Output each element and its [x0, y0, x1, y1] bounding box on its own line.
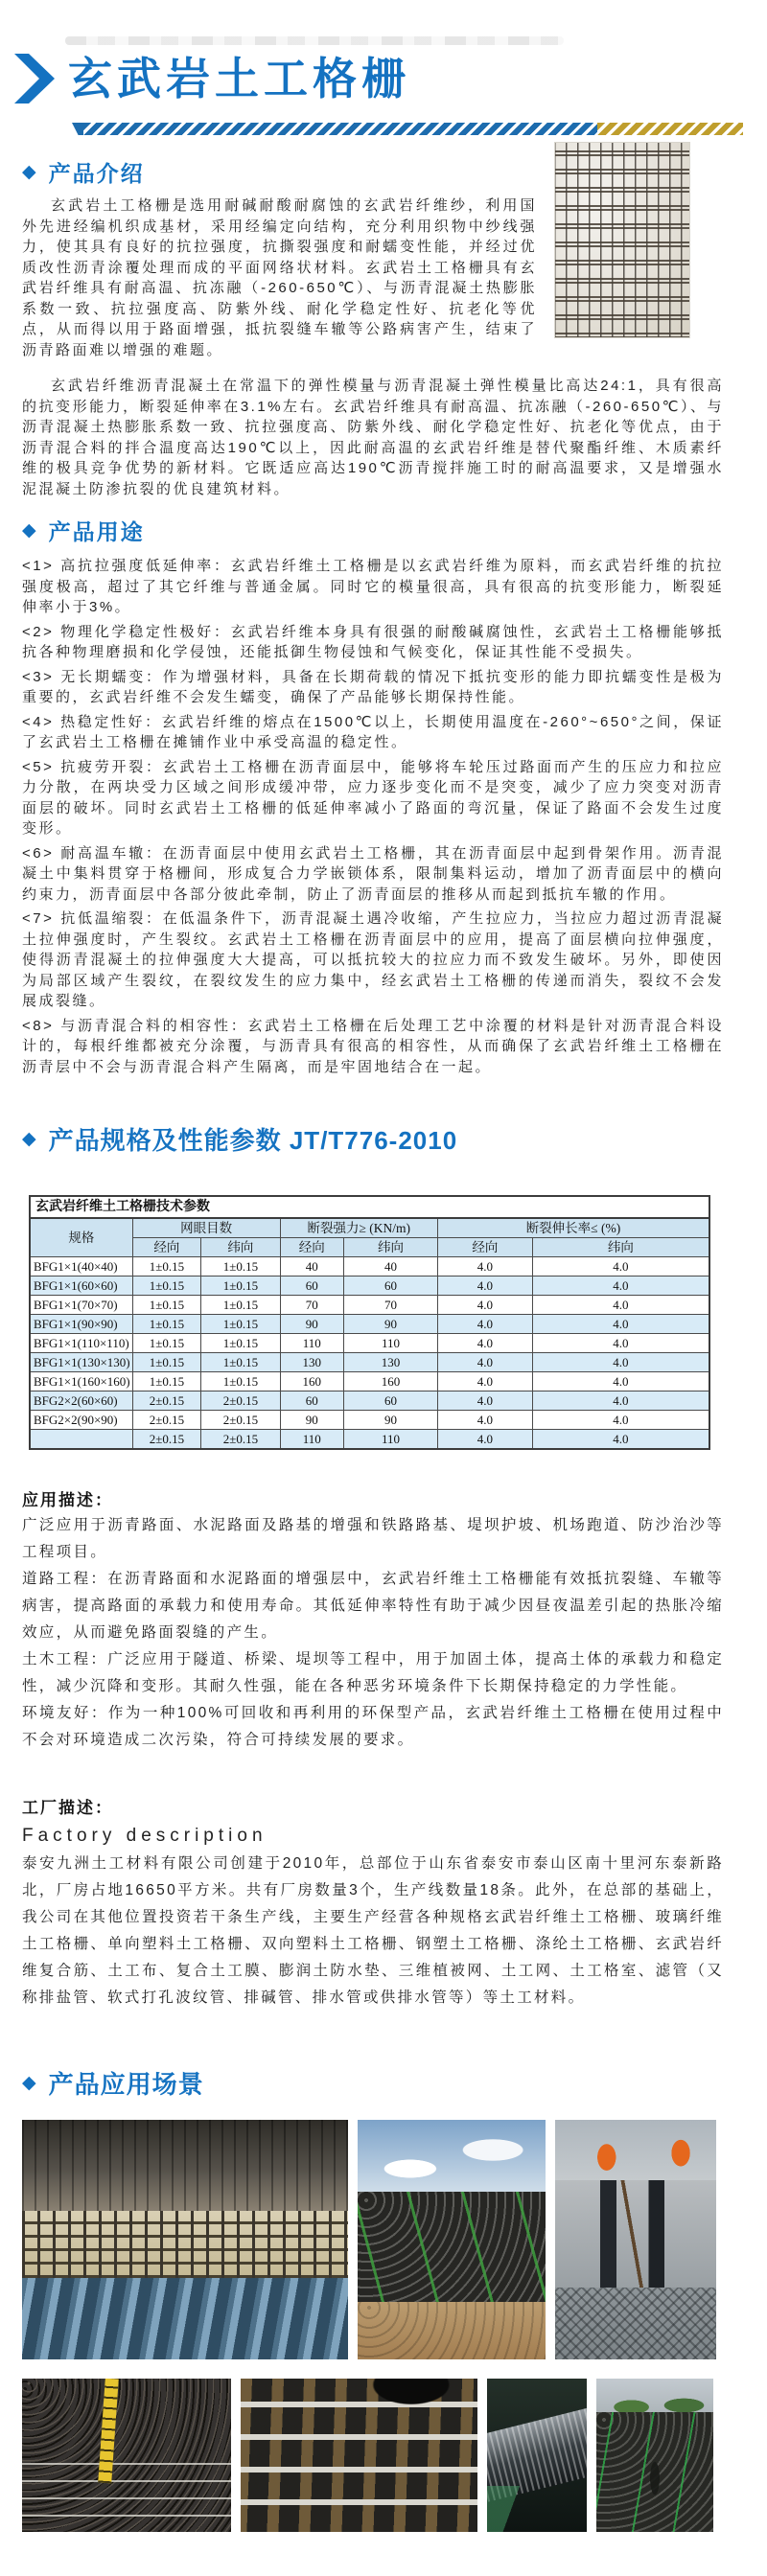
use-item-1: <1> 高抗拉强度低延伸率：玄武岩纤维土工格栅是以玄武岩纤维为原料，而玄武岩纤维的抗拉强度极高，超过了其它纤维与普通金属。同时它的模量很高，具有很高的抗变形能力，断裂延伸率小于3%。 — [22, 558, 724, 615]
diamond-bullet-icon: ◆ — [22, 520, 36, 540]
spec-value-cell: 60 — [280, 1276, 343, 1296]
use-item-7: <7> 抗低温缩裂：在低温条件下，沥青混凝土遇冷收缩，产生拉应力，当拉应力超过沥青混凝土拉伸强度时，产生裂纹。玄武岩土工格栅在沥青面层中的应用，提高了面层横向拉伸强度，使得沥青混凝土的拉伸强度大大提高，可以抵抗较大的拉应力而不致发生破坏。另外，即使因为局部区域产生裂纹，在裂纹发生的应力集中，经玄武岩土工格栅的传递而消失，裂纹不会发展成裂缝。 — [22, 910, 724, 1009]
spec-value-cell: 4.0 — [532, 1372, 709, 1392]
spec-value-cell: 60 — [343, 1276, 437, 1296]
spec-value-cell: 160 — [280, 1372, 343, 1392]
spec-value-cell: 1±0.15 — [201, 1372, 280, 1392]
photo-art-layer — [487, 2486, 587, 2532]
photo-art-layer — [555, 2120, 716, 2180]
spec-name-cell: BFG2×2(90×90) — [30, 1411, 132, 1430]
spec-value-cell: 130 — [280, 1353, 343, 1372]
diamond-bullet-icon: ◆ — [22, 2073, 36, 2093]
intro-paragraph-2: 玄武岩纤维沥青混凝土在常温下的弹性模量与沥青混凝土弹性模量比高达24:1，具有很高的抗变形能力，断裂延伸率在3.1%左右。玄武岩纤维具有耐高温、抗冻融（-260-650℃）、与沥青混凝土热膨胀系数一致、抗拉强度高、防紫外线、耐化学稳定性好、抗老化等优点，由于沥青混合料的拌合温度高达190℃以上，因此耐高温的玄武岩纤维是替代聚酯纤维、木质素纤维的极具竞争优势的新材料。它既适应高达190℃沥青搅拌施工时的耐高温要求，又是增强水泥混凝土防渗抗裂的优良建筑材料。 — [22, 378, 724, 497]
spec-value-cell: 90 — [280, 1411, 343, 1430]
spec-value-cell: 90 — [343, 1315, 437, 1334]
spec-value-cell: 4.0 — [437, 1392, 532, 1411]
photo-workers-paving-geogrid — [555, 2120, 716, 2359]
spec-value-cell: 4.0 — [437, 1315, 532, 1334]
spec-value-cell: 1±0.15 — [132, 1257, 201, 1276]
section-factory — [0, 1794, 767, 2012]
spec-value-cell: 60 — [280, 1392, 343, 1411]
spec-table — [29, 1195, 710, 1450]
factory-label: 工厂描述： — [22, 1799, 113, 1817]
spec-name-cell: BFG1×1(110×110) — [30, 1334, 132, 1353]
spec-table-row-4 — [30, 1315, 709, 1334]
photo-packed-geogrid-bales-yard — [358, 2120, 546, 2359]
spec-value-cell: 1±0.15 — [132, 1334, 201, 1353]
diamond-bullet-icon: ◆ — [22, 1129, 36, 1149]
photo-art-layer — [555, 2180, 716, 2288]
spec-value-cell: 4.0 — [437, 1372, 532, 1392]
sub-header-4: 纬向 — [343, 1238, 437, 1257]
application-paragraph-2: 道路工程：在沥青路面和水泥路面的增强层中，玄武岩纤维土工格栅能有效抵抗裂缝、车辙等病害，提高路面的承载力和使用寿命。其低延伸率特性有助于减少因昼夜温差引起的热胀冷缩效应，从而避免路面裂缝的产生。 — [22, 1571, 724, 1641]
spec-value-cell: 70 — [343, 1296, 437, 1315]
use-item-8: <8> 与沥青混合料的相容性：玄武岩土工格栅在后处理工艺中涂覆的材料是针对沥青混合料设计的，每根纤维都被充分涂覆，与沥青具有很高的相容性，从而确保了玄武岩纤维土工格栅在沥青层中不会与沥青混合料产生隔离，而是牢固地结合在一起。 — [22, 1017, 724, 1075]
spec-value-cell: 4.0 — [437, 1334, 532, 1353]
spec-value-cell: 90 — [280, 1315, 343, 1334]
application-label: 应用描述： — [22, 1491, 113, 1509]
spec-value-cell: 4.0 — [532, 1334, 709, 1353]
spec-value-cell: 1±0.15 — [201, 1296, 280, 1315]
use-item-6: <6> 耐高温车辙：在沥青面层中使用玄武岩土工格栅，其在沥青面层中起到骨架作用。沥青混凝土中集料贯穿于格栅间，形成复合力学嵌锁体系，限制集料运动，增加了沥青面层中的横向约束力，沥青面层中各部分彼此牵制，防止了沥青面层的推移从而起到抵抗车辙的作用。 — [22, 844, 724, 903]
photo-art-layer — [22, 2120, 348, 2211]
intro-paragraph-1: 玄武岩土工格栅是选用耐碱耐酸耐腐蚀的玄武岩纤维纱，利用国外先进经编机织成基材，采用经编定向结构，充分利用织物中纱线强力，使其具有良好的抗拉强度，抗撕裂强度和耐蠕变性能，并经过优质改性沥青涂覆处理而成的平面网络状材料。玄武岩土工格栅具有玄武岩纤维具有耐高温、抗冻融（-260-650℃）、与沥青混凝土热膨胀系数一致、抗拉强度高、防紫外线、耐化学稳定性好、抗老化等优点，从而得以用于路面增强，抵抗裂缝车辙等公路病害产生，结束了沥青路面难以增强的难题。 — [22, 197, 537, 358]
photo-art-layer — [358, 2192, 546, 2302]
spec-table-row-10 — [30, 1430, 709, 1450]
spec-value-cell: 4.0 — [532, 1430, 709, 1450]
spec-table-header-row-2 — [30, 1238, 709, 1257]
uses-list — [0, 556, 767, 1077]
photo-row-1 — [22, 2120, 767, 2359]
spec-value-cell: 130 — [343, 1353, 437, 1372]
spec-value-cell: 110 — [280, 1334, 343, 1353]
spec-name-cell: BFG1×1(130×130) — [30, 1353, 132, 1372]
spec-table-row-5 — [30, 1334, 709, 1353]
spec-name-cell: BFG2×2(60×60) — [30, 1392, 132, 1411]
application-paragraph-1: 广泛应用于沥青路面、水泥路面及路基的增强和铁路路基、堤坝护坡、机场跑道、防沙治沙等工程项目。 — [22, 1517, 724, 1560]
spec-value-cell: 4.0 — [437, 1411, 532, 1430]
spec-value-cell: 2±0.15 — [132, 1430, 201, 1450]
section-scenes-header — [22, 2065, 767, 2101]
spec-value-cell: 4.0 — [532, 1353, 709, 1372]
top-faded-strip — [65, 36, 564, 45]
photo-geogrid-mesh-closeup — [241, 2379, 477, 2532]
product-mesh-photo — [554, 142, 690, 338]
page-header — [14, 54, 767, 104]
section-uses-header — [22, 515, 767, 546]
section-application — [0, 1486, 767, 1754]
spec-name-cell: BFG1×1(40×40) — [30, 1257, 132, 1276]
section-specs — [0, 1121, 767, 1450]
photo-art-layer — [22, 2463, 231, 2532]
photo-production-roller-machine — [487, 2379, 587, 2532]
section-intro-title: 产品介绍 — [48, 161, 145, 186]
spec-value-cell: 110 — [343, 1334, 437, 1353]
spec-value-cell: 1±0.15 — [201, 1353, 280, 1372]
spec-value-cell: 4.0 — [437, 1296, 532, 1315]
spec-value-cell: 90 — [343, 1411, 437, 1430]
spec-value-cell: 1±0.15 — [132, 1372, 201, 1392]
photo-art-layer — [358, 2302, 546, 2359]
spec-value-cell: 40 — [280, 1257, 343, 1276]
section-specs-header — [22, 1121, 767, 1157]
spec-table-row-3 — [30, 1296, 709, 1315]
divider-stripes — [72, 123, 767, 135]
photo-art-layer — [241, 2379, 477, 2440]
spec-value-cell: 4.0 — [532, 1257, 709, 1276]
spec-value-cell: 2±0.15 — [132, 1392, 201, 1411]
spec-value-cell: 1±0.15 — [132, 1296, 201, 1315]
section-scenes-title: 产品应用场景 — [48, 2070, 204, 2099]
photo-row-2 — [22, 2379, 767, 2532]
spec-table-row-7 — [30, 1372, 709, 1392]
spec-value-cell: 1±0.15 — [132, 1315, 201, 1334]
spec-value-cell: 4.0 — [437, 1430, 532, 1450]
application-paragraph-3: 土木工程：广泛应用于隧道、桥梁、堤坝等工程中，用于加固土体，提高土体的承载力和稳定性，减少沉降和变形。其耐久性强，能在各种恶劣环境条件下长期保持稳定的力学性能。 — [22, 1651, 724, 1694]
sub-header-2: 纬向 — [201, 1238, 280, 1257]
use-item-4: <4> 热稳定性好：玄武岩纤维的熔点在1500℃以上，长期使用温度在-260°~650°之间，保证了玄武岩土工格栅在摊铺作业中承受高温的稳定性。 — [22, 713, 724, 750]
spec-value-cell: 2±0.15 — [201, 1411, 280, 1430]
factory-paragraph: 泰安九洲土工材料有限公司创建于2010年，总部位于山东省泰安市泰山区南十里河东泰新路北，厂房占地16650平方米。共有厂房数量3个，生产线数量18条。此外，在总部的基础上，我公司在其他位置投资若干条生产线，主要生产经营各种规格玄武岩纤维土工格栅、玻璃纤维土工格栅、单向塑料土工格栅、双向塑料土工格栅、钢塑土工格栅、涤纶土工格栅、玄武岩纤维复合筋、土工布、复合土工膜、膨润土防水垫、三维植被网、土工网、土工格室、滤管（又称排盐管、软式打孔波纹管、排碱管、排水管或供排水管等）等土工材料。 — [22, 1855, 724, 2006]
spec-table-row-1 — [30, 1257, 709, 1276]
sub-header-1: 经向 — [132, 1238, 201, 1257]
photo-geogrid-bales-field — [596, 2379, 713, 2532]
spec-value-cell: 1±0.15 — [201, 1334, 280, 1353]
spec-value-cell: 4.0 — [532, 1411, 709, 1430]
application-paragraph-4: 环境友好：作为一种100%可回收和再利用的环保型产品，玄武岩纤维土工格栅在使用过程中不会对环境造成二次污染，符合可持续发展的要求。 — [22, 1705, 724, 1748]
spec-value-cell: 1±0.15 — [201, 1276, 280, 1296]
stripe-gold-segment — [597, 123, 743, 135]
spec-value-cell: 2±0.15 — [132, 1411, 201, 1430]
spec-value-cell: 1±0.15 — [132, 1276, 201, 1296]
diamond-bullet-icon: ◆ — [22, 162, 36, 182]
use-item-2: <2> 物理化学稳定性极好：玄武岩纤维本身具有很强的耐酸碱腐蚀性，玄武岩土工格栅能够抵抗各种物理磨损和化学侵蚀，还能抵御生物侵蚀和气候变化，保证其性能不受损失。 — [22, 623, 724, 660]
factory-sublabel: Factory description — [22, 1826, 267, 1846]
spec-value-cell: 1±0.15 — [201, 1315, 280, 1334]
spec-value-cell: 4.0 — [532, 1315, 709, 1334]
photo-weaving-machine-grid-production — [22, 2120, 348, 2359]
col-header-break-strength: 断裂强力≥ (KN/m) — [280, 1218, 437, 1238]
spec-value-cell: 4.0 — [532, 1296, 709, 1315]
stripe-lead-triangle — [72, 123, 83, 135]
section-uses-title: 产品用途 — [48, 519, 145, 544]
spec-table-caption-row — [30, 1196, 709, 1218]
spec-name-cell: BFG1×1(70×70) — [30, 1296, 132, 1315]
photo-asphalt-layer-tape-measure — [22, 2379, 231, 2532]
spec-table-row-2 — [30, 1276, 709, 1296]
spec-table-row-8 — [30, 1392, 709, 1411]
spec-value-cell: 2±0.15 — [201, 1392, 280, 1411]
section-specs-title: 产品规格及性能参数 JT/T776-2010 — [48, 1126, 458, 1155]
spec-value-cell: 4.0 — [437, 1276, 532, 1296]
chevron-right-icon — [14, 54, 55, 104]
photo-art-layer — [22, 2211, 348, 2278]
spec-value-cell: 40 — [343, 1257, 437, 1276]
sub-header-5: 经向 — [437, 1238, 532, 1257]
spec-value-cell: 4.0 — [437, 1257, 532, 1276]
spec-value-cell: 1±0.15 — [201, 1257, 280, 1276]
section-uses — [0, 515, 767, 1077]
sub-header-6: 纬向 — [532, 1238, 709, 1257]
spec-value-cell: 4.0 — [532, 1392, 709, 1411]
spec-table-caption: 玄武岩纤维土工格栅技术参数 — [30, 1196, 709, 1218]
page-title: 玄武岩土工格栅 — [68, 54, 410, 104]
spec-table-header-row-1 — [30, 1218, 709, 1238]
col-header-spec: 规格 — [30, 1218, 132, 1257]
col-header-mesh-count: 网眼目数 — [132, 1218, 280, 1238]
section-scenes — [0, 2065, 767, 2532]
photo-art-layer — [643, 2448, 666, 2509]
stripe-blue-segment — [83, 123, 597, 135]
col-header-elongation: 断裂伸长率≤ (%) — [437, 1218, 709, 1238]
spec-name-cell: BFG1×1(160×160) — [30, 1372, 132, 1392]
spec-value-cell: 4.0 — [437, 1353, 532, 1372]
sub-header-3: 经向 — [280, 1238, 343, 1257]
spec-table-row-6 — [30, 1353, 709, 1372]
spec-value-cell: 70 — [280, 1296, 343, 1315]
photo-art-layer — [358, 2120, 546, 2192]
use-item-3: <3> 无长期蠕变：作为增强材料，具备在长期荷载的情况下抵抗变形的能力即抗蠕变性是极为重要的，玄武岩纤维不会发生蠕变，确保了产品能够长期保持性能。 — [22, 668, 724, 705]
spec-table-row-9 — [30, 1411, 709, 1430]
spec-value-cell: 60 — [343, 1392, 437, 1411]
spec-name-cell: BFG1×1(60×60) — [30, 1276, 132, 1296]
scene-photo-grid — [0, 2120, 767, 2532]
spec-value-cell: 110 — [343, 1430, 437, 1450]
spec-name-cell: BFG1×1(90×90) — [30, 1315, 132, 1334]
spec-name-cell — [30, 1430, 132, 1450]
photo-art-layer — [555, 2288, 716, 2359]
spec-value-cell: 4.0 — [532, 1276, 709, 1296]
photo-art-layer — [596, 2379, 713, 2412]
photo-art-layer — [22, 2278, 348, 2359]
use-item-5: <5> 抗疲劳开裂：玄武岩土工格栅在沥青面层中，能够将车轮压过路面而产生的压应力和拉应力分散，在两块受力区域之间形成缓冲带，应力逐步变化而不是突变，减少了应力突变对沥青面层的破坏。同时玄武岩土工格栅的低延伸率减小了路面的弯沉量，保证了路面不会发生过度变形。 — [22, 758, 724, 837]
spec-value-cell: 1±0.15 — [132, 1353, 201, 1372]
spec-value-cell: 160 — [343, 1372, 437, 1392]
spec-value-cell: 2±0.15 — [201, 1430, 280, 1450]
spec-value-cell: 110 — [280, 1430, 343, 1450]
